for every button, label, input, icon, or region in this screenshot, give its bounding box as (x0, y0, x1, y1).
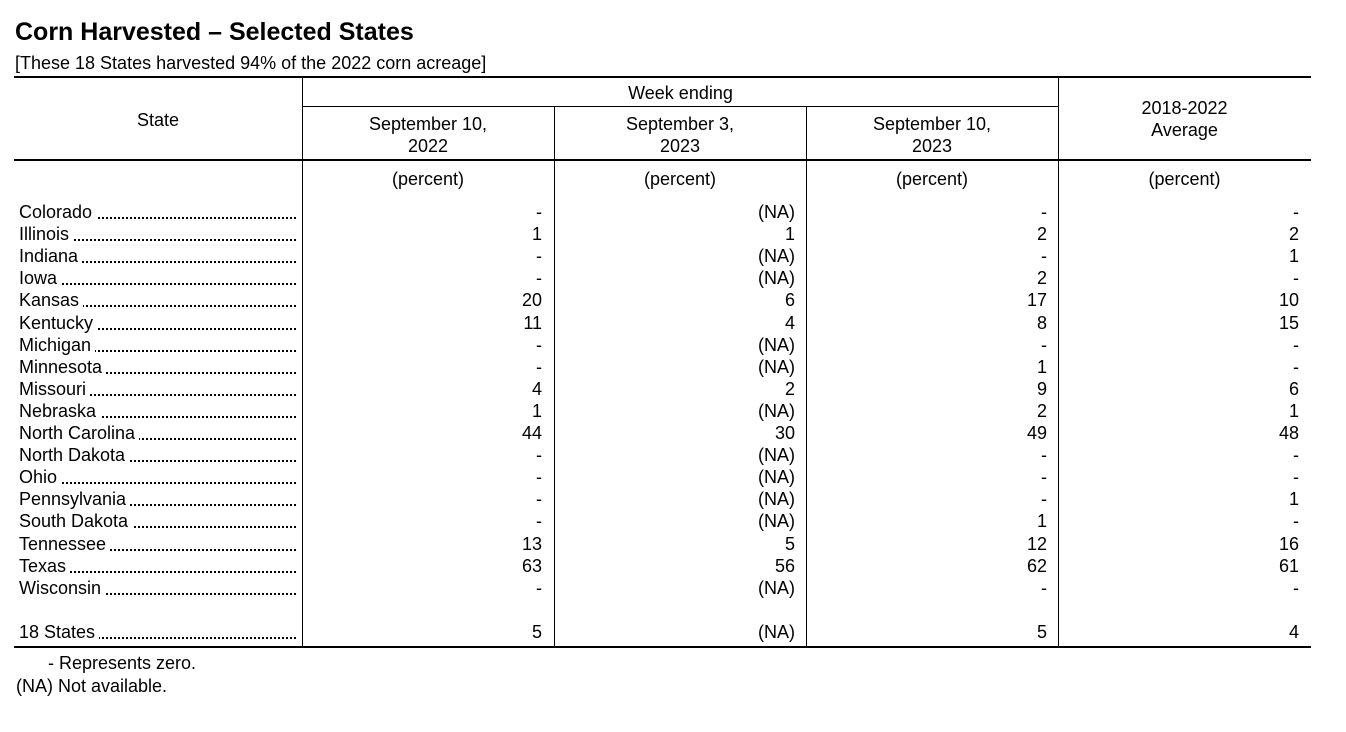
table-row (0, 444, 1346, 466)
state-name: South Dakota (19, 511, 132, 531)
value-cell: 5 (531, 622, 542, 642)
state-cell (19, 577, 296, 599)
value-cell: 17 (1026, 290, 1047, 311)
value-cell: 1 (531, 400, 542, 421)
value-cell: - (536, 202, 542, 222)
value-cell: 1 (531, 224, 542, 245)
table-row (0, 422, 1346, 444)
header-col-average: 2018-2022 Average (1141, 98, 1228, 140)
value-cell: 56 (774, 555, 795, 576)
value-cell: - (1293, 445, 1299, 466)
value-cell: - (536, 511, 542, 532)
value-cell: 6 (784, 290, 795, 311)
table-row (0, 466, 1346, 488)
state-cell (19, 245, 296, 267)
table-row (0, 400, 1346, 422)
value-cell: 1 (1288, 400, 1299, 421)
value-cell: 9 (1036, 378, 1047, 399)
header-state: State (136, 110, 180, 130)
value-cell: - (1293, 334, 1299, 355)
value-cell: - (536, 445, 542, 466)
value-cell: - (536, 334, 542, 355)
value-cell: (NA) (758, 356, 795, 377)
state-cell (19, 223, 296, 245)
value-cell: 15 (1278, 312, 1299, 333)
footnote-na: (NA) Not available. (16, 676, 168, 696)
value-cell: 44 (521, 423, 542, 443)
value-cell: - (536, 356, 542, 377)
state-cell (19, 334, 296, 356)
table-row (0, 245, 1346, 267)
value-cell: 1 (784, 224, 795, 245)
table-row (0, 577, 1346, 599)
state-name: 18 States (19, 622, 99, 642)
table-row (0, 356, 1346, 378)
header-col-sep3-2023: September 3, 2023 (625, 114, 735, 156)
state-name: Iowa (19, 268, 61, 288)
state-cell (19, 422, 296, 444)
value-cell: 16 (1278, 533, 1299, 554)
header-bottom-rule (14, 159, 1311, 161)
state-cell (19, 444, 296, 466)
value-cell: - (1293, 577, 1299, 598)
table-row (0, 223, 1346, 245)
table-row (0, 533, 1346, 555)
value-cell: 12 (1026, 533, 1047, 554)
value-cell: 61 (1278, 555, 1299, 576)
value-cell: (NA) (758, 400, 795, 421)
state-cell (19, 289, 296, 311)
state-cell (19, 466, 296, 488)
state-name: Texas (19, 556, 70, 576)
total-row (0, 621, 1346, 643)
value-cell: - (1293, 511, 1299, 532)
value-cell: 49 (1026, 423, 1047, 443)
table-row (0, 312, 1346, 334)
state-cell (19, 400, 296, 422)
state-name: Pennsylvania (19, 489, 130, 509)
value-cell: - (1293, 356, 1299, 377)
header-col-sep10-2023: September 10, 2023 (872, 114, 992, 156)
state-name: Wisconsin (19, 578, 105, 598)
value-cell: 8 (1036, 312, 1047, 333)
value-cell: - (1293, 268, 1299, 289)
value-cell: - (1041, 577, 1047, 598)
state-cell (19, 510, 296, 532)
value-cell: - (536, 489, 542, 510)
state-name: Indiana (19, 246, 82, 266)
header-week-ending: Week ending (628, 83, 733, 103)
week-ending-rule (302, 106, 1059, 107)
value-cell: 5 (784, 533, 795, 554)
value-cell: - (1041, 489, 1047, 510)
value-cell: (NA) (758, 445, 795, 466)
state-cell (19, 533, 296, 555)
value-cell: 11 (523, 312, 542, 333)
table-row (0, 289, 1346, 311)
value-cell: 13 (521, 533, 542, 554)
value-cell: 5 (1036, 622, 1047, 642)
state-cell (19, 201, 296, 223)
value-cell: 1 (1288, 246, 1299, 267)
value-cell: - (1041, 467, 1047, 488)
state-cell (19, 312, 296, 334)
value-cell: 1 (1036, 511, 1047, 532)
value-cell: - (1041, 202, 1047, 222)
table-row (0, 201, 1346, 223)
value-cell: (NA) (758, 577, 795, 598)
state-name: Kentucky (19, 313, 97, 333)
value-cell: - (1041, 246, 1047, 267)
table-row (0, 555, 1346, 577)
unit-label: (percent) (895, 169, 969, 189)
state-name: North Dakota (19, 445, 129, 465)
value-cell: 30 (774, 423, 795, 443)
value-cell: 1 (1288, 489, 1299, 510)
value-cell: - (1293, 202, 1299, 222)
table-row (0, 267, 1346, 289)
state-cell (19, 555, 296, 577)
value-cell: (NA) (758, 268, 795, 289)
footnote-zero: - Represents zero. (48, 653, 197, 673)
value-cell: 48 (1278, 423, 1299, 443)
state-name: Minnesota (19, 357, 106, 377)
value-cell: 4 (531, 378, 542, 399)
table-top-rule (14, 76, 1311, 78)
value-cell: (NA) (758, 202, 795, 222)
state-name: Colorado (19, 202, 96, 222)
value-cell: - (536, 577, 542, 598)
unit-label: (percent) (391, 169, 465, 189)
value-cell: (NA) (758, 334, 795, 355)
state-name: Illinois (19, 224, 73, 244)
table-row (0, 334, 1346, 356)
value-cell: - (1293, 467, 1299, 488)
state-name: Ohio (19, 467, 61, 487)
value-cell: 2 (1036, 224, 1047, 245)
value-cell: (NA) (758, 489, 795, 510)
value-cell: 63 (521, 555, 542, 576)
value-cell: (NA) (758, 246, 795, 267)
table-bottom-rule (14, 646, 1311, 648)
value-cell: (NA) (758, 622, 795, 642)
value-cell: - (536, 268, 542, 289)
value-cell: 62 (1026, 555, 1047, 576)
value-cell: 2 (1036, 400, 1047, 421)
value-cell: - (1041, 445, 1047, 466)
state-cell (19, 267, 296, 289)
table-row (0, 488, 1346, 510)
value-cell: (NA) (758, 467, 795, 488)
value-cell: 10 (1278, 290, 1299, 311)
state-name: Kansas (19, 290, 83, 310)
value-cell: 6 (1288, 378, 1299, 399)
page-subtitle: [These 18 States harvested 94% of the 2022 corn acreage] (15, 53, 487, 73)
state-cell (19, 488, 296, 510)
state-cell (19, 378, 296, 400)
value-cell: 4 (784, 312, 795, 333)
value-cell: 2 (1036, 268, 1047, 289)
state-name: Nebraska (19, 401, 100, 421)
table-row (0, 510, 1346, 532)
value-cell: 1 (1036, 356, 1047, 377)
value-cell: 2 (1288, 224, 1299, 245)
value-cell: (NA) (758, 511, 795, 532)
state-name: North Carolina (19, 423, 139, 443)
state-name: Tennessee (19, 534, 110, 554)
page-title: Corn Harvested – Selected States (15, 18, 414, 46)
state-cell (19, 356, 296, 378)
value-cell: 20 (521, 290, 542, 311)
value-cell: - (536, 467, 542, 488)
unit-label: (percent) (643, 169, 717, 189)
state-cell (19, 621, 296, 643)
value-cell: - (1041, 334, 1047, 355)
state-name: Michigan (19, 335, 95, 355)
unit-label: (percent) (1148, 169, 1221, 189)
table-row (0, 378, 1346, 400)
state-name: Missouri (19, 379, 90, 399)
header-col-sep10-2022: September 10, 2022 (368, 114, 488, 156)
value-cell: 4 (1288, 622, 1299, 642)
value-cell: - (536, 246, 542, 267)
value-cell: 2 (784, 378, 795, 399)
